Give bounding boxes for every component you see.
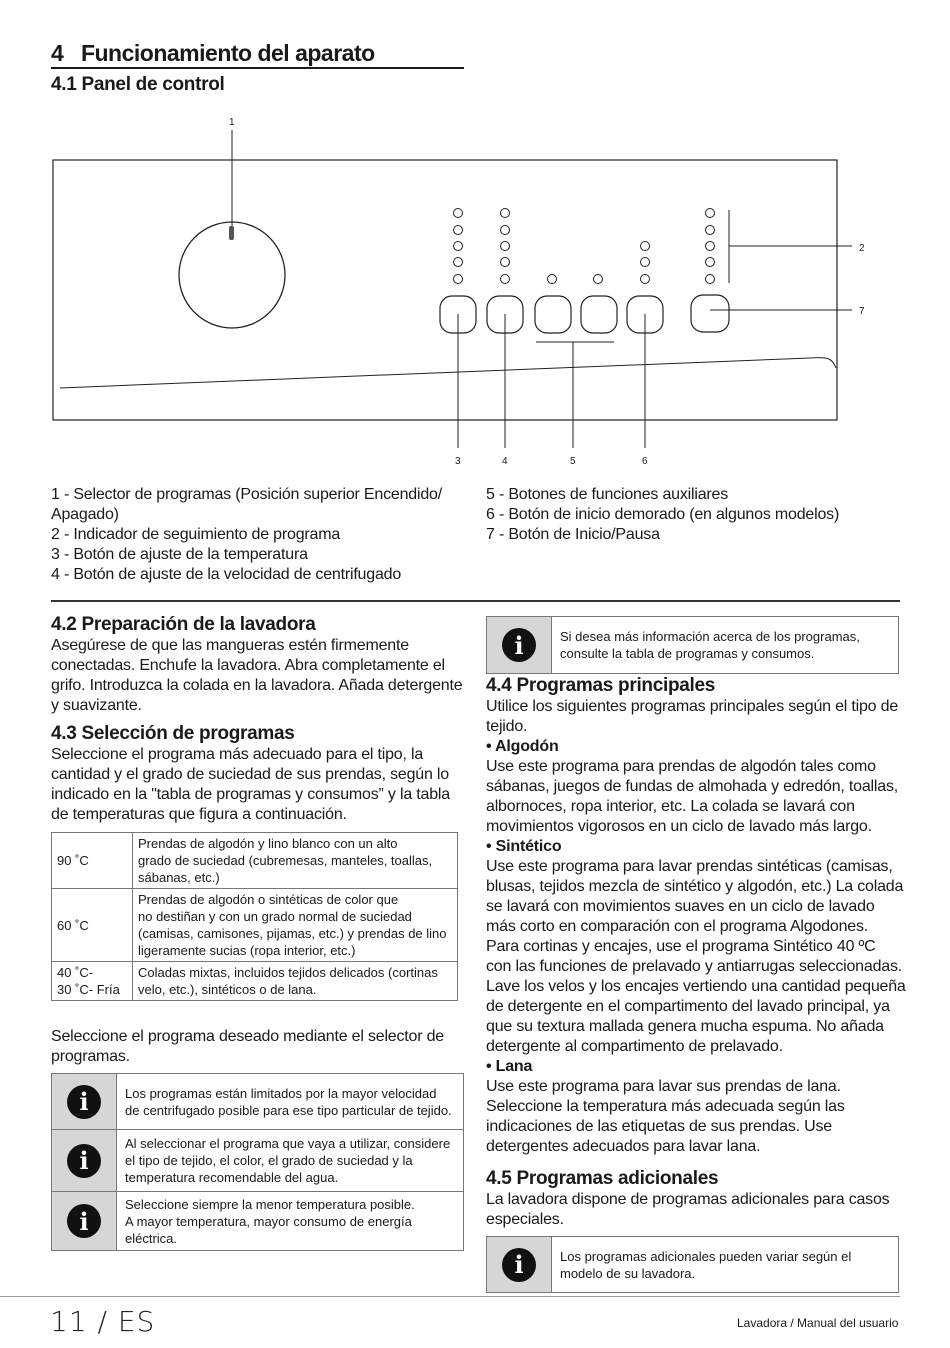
table-row (52, 833, 458, 889)
legend-item: 6 - Botón de inicio demorado (en algunos modelos) (486, 506, 840, 523)
program-name: • Algodón (486, 738, 559, 755)
selection-after (51, 1027, 471, 1067)
text-line: tejido. (486, 718, 528, 735)
legend-item: 1 - Selector de programas (Posición superior Encendido/ (51, 486, 442, 503)
text-line: Utilice los siguientes programas principales según el tipo de (486, 698, 899, 715)
main-programs-title: 4.4 Programas principales (486, 675, 716, 696)
page-number: 11 / ES (50, 1305, 156, 1338)
program-name: • Sintético (486, 838, 562, 855)
info-note: i Seleccione siempre la menor temperatura posible. A mayor temperatura, mayor consumo de energía eléctrica. (51, 1191, 464, 1251)
legend-item: 5 - Botones de funciones auxiliares (486, 486, 729, 503)
program-indicator-leds (454, 209, 715, 284)
callout-4-label: 4 (502, 456, 508, 467)
desc-cell: Prendas de algodón y lino blanco con un alto grado de suciedad (cubremesas, manteles, toallas, sábanas, etc.) (133, 833, 458, 889)
info-icon: i (52, 1192, 117, 1250)
callout-7-label: 7 (859, 306, 865, 317)
text-line: Seleccione el programa deseado mediante el selector de (51, 1028, 445, 1045)
info-icon: i (52, 1074, 117, 1129)
footer-rule (0, 1296, 900, 1297)
additional-text (486, 1190, 906, 1230)
section-title-rule (51, 67, 464, 69)
desc-cell: Prendas de algodón o sintéticas de color que no destiñan y con un grado normal de suciedad (camisas, camisones, pijamas, etc.) y prendas de lino ligeramente sucias (ropa interior, etc.) (133, 889, 458, 962)
text-line: y suavizante. (51, 697, 142, 714)
main-programs-text: Utilice los siguientes programas principales según el tipo de tejido. • Algodón Use este programa para prendas de algodón tales como sábanas, juegos de fundas de almohada y edredón, toallas, albornoces, ropa interior, etc. La colada se lavará con movimientos vigorosos en un ciclo de lavado más largo. • Sintético Use este programa para lavar prendas sintéticas (camisas, blusas, tejidos mezcla de sintético y algodón, etc.) La colada se lavará con movimientos suaves en un ciclo de lavado más corto en comparación con el programa Algodones. Para cortinas y encajes, use el programa Sintético 40 ºC con las funciones de prelavado y antiarrugas seleccionadas. Lave los velos y los encajes vertiendo una cantidad pequeña de detergente en el compartimento del lavado principal, ya que su textura mallada genera mucha espuma. No añada detergente al compartimento de prelavado. • Lana Use este programa para lavar sus prendas de lana. Seleccione la temperatura más adecuada según las indicaciones de las etiquetas de sus prendas. Use detergentes adecuados para lavar lana. (486, 698, 906, 1155)
footer-doc-title: Lavadora / Manual del usuario (737, 1316, 899, 1330)
temp-cell: 40 ˚C- 30 ˚C- Fría (52, 962, 133, 1001)
callout-2-label: 2 (859, 243, 865, 254)
desc-cell: Coladas mixtas, incluidos tejidos delicados (cortinas velo, etc.), sintéticos o de lana. (133, 962, 458, 1001)
info-note: i Al seleccionar el programa que vaya a utilizar, considere el tipo de tejido, el color, el grado de suciedad y la temperatura recomendable del agua. (51, 1129, 464, 1192)
panel-frame (53, 160, 837, 420)
text-line: programas. (51, 1048, 130, 1065)
selection-text (51, 745, 471, 825)
temperature-table (51, 832, 458, 1001)
legend-item: 7 - Botón de Inicio/Pausa (486, 526, 660, 543)
selection-title: 4.3 Selección de programas (51, 723, 295, 744)
info-icon: i (487, 1237, 552, 1292)
text-line: indicado en la "tabla de programas y consumos” y la tabla (51, 786, 450, 803)
prep-text (51, 636, 471, 716)
prep-title: 4.2 Preparación de la lavadora (51, 614, 316, 635)
info-note: i Si desea más información acerca de los programas, consulte la tabla de programas y consumos. (486, 616, 899, 674)
callout-3-label: 3 (455, 456, 461, 467)
info-note: i Los programas están limitados por la mayor velocidad de centrifugado posible para ese tipo particular de tejido. (51, 1073, 464, 1130)
callout-1-label: 1 (229, 117, 235, 128)
info-icon: i (487, 617, 552, 673)
divider (51, 600, 900, 602)
temp-cell: 90 ˚C (52, 833, 133, 889)
section-title: 4 Funcionamiento del aparato (51, 40, 375, 66)
legend-left (51, 485, 471, 585)
control-panel-diagram (0, 110, 950, 470)
legend-item: 3 - Botón de ajuste de la temperatura (51, 546, 308, 563)
program-name: • Lana (486, 1058, 533, 1075)
info-icon: i (52, 1130, 117, 1191)
text-line: Asegúrese de que las mangueras estén firmemente (51, 637, 409, 654)
additional-title: 4.5 Programas adicionales (486, 1168, 719, 1189)
panel-title: 4.1 Panel de control (51, 74, 225, 95)
text-line: de temperaturas que figura a continuación. (51, 806, 347, 823)
text-line: La lavadora dispone de programas adicionales para casos (486, 1191, 890, 1208)
info-note: i Los programas adicionales pueden variar según el modelo de su lavadora. (486, 1236, 899, 1293)
temp-cell: 60 ˚C (52, 889, 133, 962)
legend-item: Apagado) (51, 506, 119, 523)
text-line: Seleccione el programa más adecuado para el tipo, la (51, 746, 424, 763)
text-line: conectadas. Enchufe la lavadora. Abra completamente el (51, 657, 445, 674)
table-row (52, 889, 458, 962)
legend-item: 4 - Botón de ajuste de la velocidad de centrifugado (51, 566, 402, 583)
text-line: grifo. Introduzca la colada en la lavadora. Añada detergente (51, 677, 463, 694)
legend-item: 2 - Indicador de seguimiento de programa (51, 526, 341, 543)
callout-5-label: 5 (570, 456, 576, 467)
legend-right (486, 485, 906, 545)
panel-buttons (440, 295, 729, 333)
callout-6-label: 6 (642, 456, 648, 467)
table-row (52, 962, 458, 1001)
text-line: especiales. (486, 1211, 564, 1228)
text-line: cantidad y el grado de suciedad de sus prendas, según lo (51, 766, 449, 783)
